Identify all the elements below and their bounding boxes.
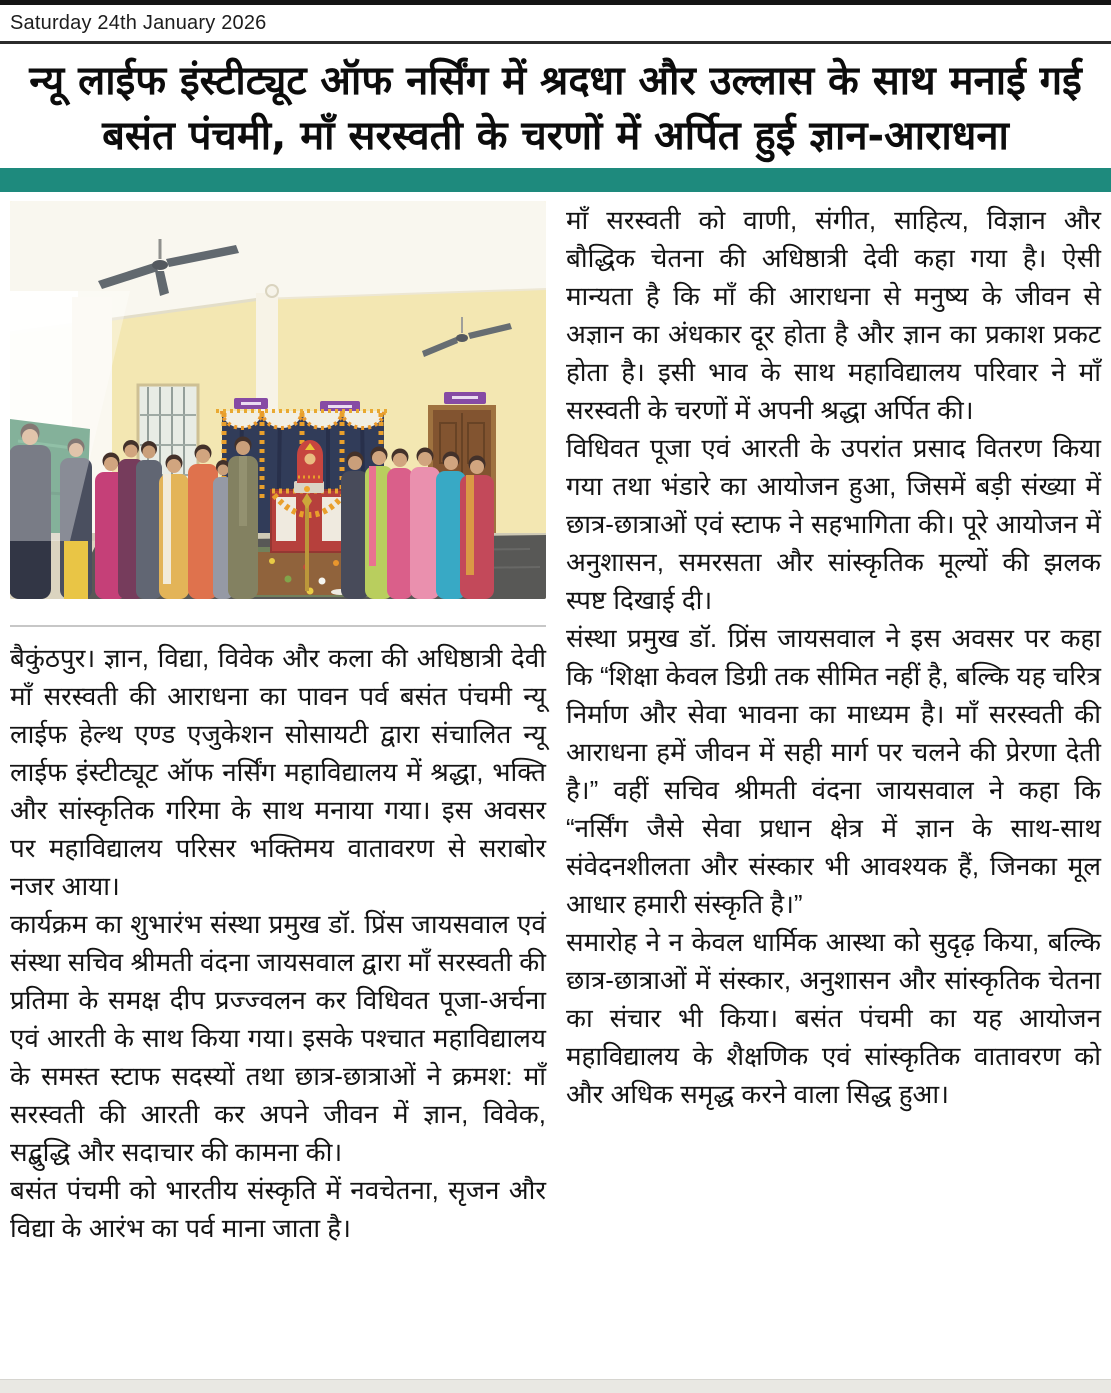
paragraph: बैकुंठपुर। ज्ञान, विद्या, विवेक और कला की अधिष्ठात्री देवी माँ सरस्वती की आराधना का पावन पर्व बसंत पंचमी न्यू लाईफ हेल्थ एण्ड एजुकेशन सोसायटी द्वारा संचालित न्यू लाईफ इंस्टीट्यूट ऑफ नर्सिंग महाविद्यालय में श्रद्धा, भक्ति और सांस्कृतिक गरिमा के साथ मनाया गया। इस अवसर पर महाविद्यालय परिसर भक्तिमय वातावरण से सराबोर नजर आया। — [10, 643, 546, 902]
paragraph: माँ सरस्वती को वाणी, संगीत, साहित्य, विज्ञान और बौद्धिक चेतना की अधिष्ठात्री देवी कहा गया है। ऐसी मान्यता है कि माँ की आराधना से मनुष्य के जीवन से अज्ञान का अंधकार दूर होता है और ज्ञान का प्रकाश प्रकट होता है। इसी भाव के साथ महाविद्यालय परिवार ने माँ सरस्वती के चरणों में अपनी श्रद्धा अर्पित की। — [566, 205, 1101, 426]
date-text: Saturday 24th January 2026 — [10, 12, 267, 34]
bottom-strip — [0, 1379, 1111, 1393]
headline: न्यू लाईफ इंस्टीट्यूट ऑफ नर्सिंग में श्रदधा और उल्लास के साथ मनाई गई बसंत पंचमी, माँ सरस्वती के चरणों में अर्पित हुई ज्ञान-आराधना — [29, 58, 1082, 160]
left-column-text — [10, 639, 546, 1247]
right-column — [566, 201, 1101, 1113]
paragraph: संस्था प्रमुख डॉ. प्रिंस जायसवाल ने इस अवसर पर कहा कि “शिक्षा केवल डिग्री तक सीमित नहीं है, बल्कि यह चरित्र निर्माण और सेवा भावना का माध्यम है। माँ सरस्वती की आराधना हमें जीवन में सही मार्ग पर चलने की प्रेरणा देती है।” वहीं सचिव श्रीमती वंदना जायसवाल ने कहा कि “नर्सिंग जैसे सेवा प्रधान क्षेत्र में ज्ञान के साथ-साथ संवेदनशीलता और संस्कार भी आवश्यक हैं, जिनका मूल आधार हमारी संस्कृति है।” — [566, 623, 1101, 920]
paragraph: बसंत पंचमी को भारतीय संस्कृति में नवचेतना, सृजन और विद्या के आरंभ का पर्व माना जाता है। — [10, 1175, 546, 1244]
left-column — [10, 201, 546, 1247]
headline-accent-bar — [0, 168, 1111, 192]
date-bar — [0, 0, 1111, 44]
article-photo — [10, 201, 546, 599]
right-column-text — [566, 201, 1101, 1113]
paragraph: कार्यक्रम का शुभारंभ संस्था प्रमुख डॉ. प्रिंस जायसवाल एवं संस्था सचिव श्रीमती वंदना जायसवाल द्वारा माँ सरस्वती की प्रतिमा के समक्ष दीप प्रज्ज्वलन कर विधिवत पूजा-अर्चना एवं आरती के साथ किया गया। इसके पश्चात महाविद्यालय के समस्त स्टाफ सदस्यों तथा छात्र-छात्राओं ने क्रमश: माँ सरस्वती की आरती कर अपने जीवन में ज्ञान, विवेक, सद्बुद्धि और सदाचार की कामना की। — [10, 909, 546, 1168]
article-columns — [0, 201, 1111, 1247]
paragraph: विधिवत पूजा एवं आरती के उपरांत प्रसाद वितरण किया गया तथा भंडारे का आयोजन हुआ, जिसमें बड़ी संख्या में छात्र-छात्राओं एवं स्टाफ ने सहभागिता की। पूरे आयोजन में अनुशासन, समरसता और सांस्कृतिक मूल्यों की झलक स्पष्ट दिखाई दी। — [566, 433, 1101, 616]
photo-text-divider — [10, 625, 546, 627]
photo-illustration — [10, 201, 546, 599]
paragraph: समारोह ने न केवल धार्मिक आस्था को सुदृढ़ किया, बल्कि छात्र-छात्राओं में संस्कार, अनुशासन और सांस्कृतिक चेतना का संचार भी किया। बसंत पंचमी का यह आयोजन महाविद्यालय के शैक्षणिक एवं सांस्कृतिक वातावरण को और अधिक समृद्ध करने वाला सिद्ध हुआ। — [566, 927, 1101, 1110]
